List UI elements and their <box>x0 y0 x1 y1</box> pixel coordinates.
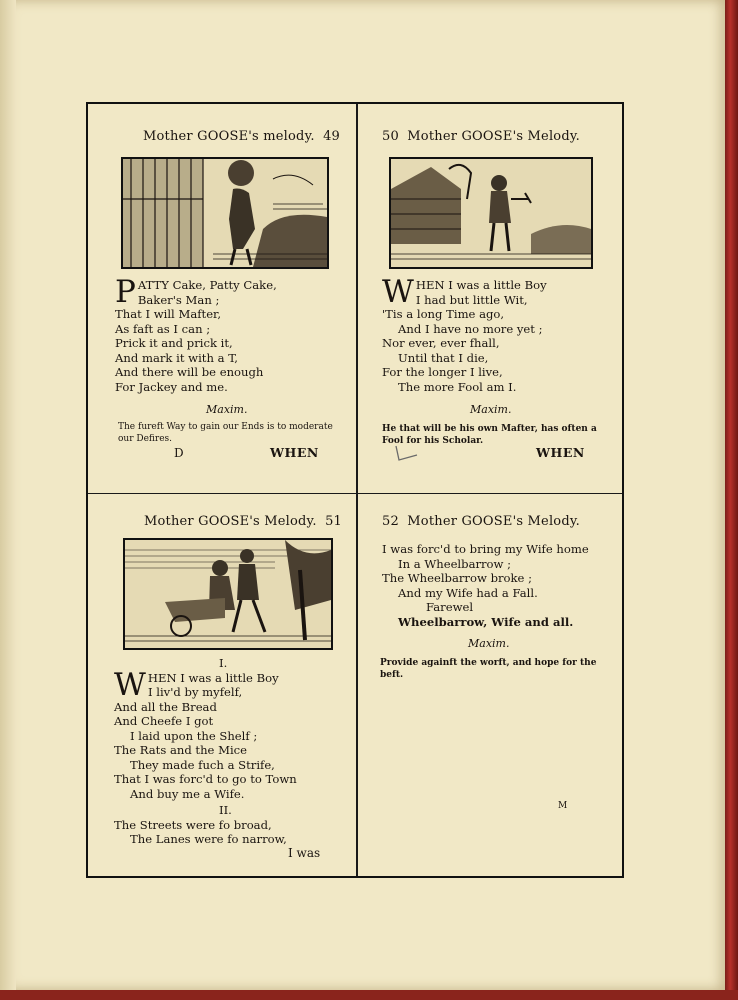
catchword: WHEN <box>270 445 319 460</box>
section-number: II. <box>219 803 232 817</box>
verse-line: The Rats and the Mice <box>114 743 248 757</box>
signature-mark: D <box>174 446 184 460</box>
verse-line: Wheelbarrow, Wife and all. <box>398 614 574 629</box>
maxim-text: The fureft Way to gain our Ends is to moderate our Defires. <box>118 422 333 444</box>
verse-wheelbarrow <box>114 656 297 847</box>
facsimile-frame <box>86 102 624 878</box>
catchword: WHEN <box>536 445 585 460</box>
running-head <box>144 514 342 529</box>
verse-line: Prick it and prick it, <box>115 336 233 350</box>
verse-line: They made fuch a Strife, <box>130 757 275 772</box>
verse-line: The Wheelbarrow broke ; <box>382 571 532 585</box>
verse-line: ATTY Cake, Patty Cake, <box>137 278 277 292</box>
catchword: M <box>558 801 568 811</box>
running-head <box>382 129 580 144</box>
panel-page-50 <box>358 104 624 493</box>
catchword: I was <box>288 846 321 860</box>
drop-cap-letter: W <box>114 666 146 703</box>
verse-line: And there will be enough <box>115 365 264 379</box>
verse-line: Baker's Man ; <box>137 292 220 307</box>
maxim-label: Maxim. <box>206 403 248 416</box>
maxim-text: Provide againft the worft, and hope for the beft. <box>380 658 597 680</box>
verse-line: The Streets were fo broad, <box>114 817 272 832</box>
woodcut-illustration-boy-with-axe <box>389 157 593 269</box>
verse-patty-cake <box>115 274 277 394</box>
maxim-label: Maxim. <box>470 403 512 416</box>
verse-line: That I was forc'd to go to Town <box>114 772 297 786</box>
woodcut-illustration-patty-cake <box>121 157 329 269</box>
page-gutter-shadow <box>0 0 16 990</box>
verse-line: For the longer I live, <box>382 365 503 379</box>
maxim-text: He that will be his own Mafter, has often a Fool for his Scholar. <box>382 424 597 446</box>
running-head-title: Mother GOOSE's melody. <box>143 129 315 144</box>
verse-line: The Lanes were fo narrow, <box>130 832 287 846</box>
verse-line: HEN I was a little Boy <box>147 670 279 685</box>
running-head-title: Mother GOOSE's Melody. <box>407 129 581 144</box>
verse-line: That I will Mafter, <box>115 307 222 321</box>
drop-cap-letter: P <box>115 274 136 310</box>
book-cover-edge <box>725 0 738 1000</box>
verse-when-i-was-a-little-boy <box>382 274 547 394</box>
verse-line: Nor ever, ever fhall, <box>382 336 500 350</box>
running-head <box>143 129 340 144</box>
page-number: 50 <box>382 129 399 144</box>
running-head <box>382 514 580 529</box>
panel-page-51 <box>88 494 356 878</box>
drop-cap-letter: W <box>382 274 414 310</box>
verse-line: I had but little Wit, <box>415 292 528 307</box>
verse-line: And mark it with a T, <box>115 350 238 365</box>
running-head-title: Mother GOOSE's Melody. <box>407 514 581 529</box>
verse-line: Until that I die, <box>398 350 489 365</box>
verse-line: I liv'd by myfelf, <box>148 685 243 699</box>
section-number: I. <box>219 656 228 670</box>
panel-page-52 <box>358 494 624 878</box>
verse-line: The more Fool am I. <box>398 379 517 394</box>
page-number: 52 <box>382 514 399 529</box>
verse-line: And buy me a Wife. <box>130 786 245 801</box>
panel-page-49 <box>88 104 356 493</box>
verse-line: For Jackey and me. <box>115 379 228 394</box>
page-number: 49 <box>323 129 341 144</box>
verse-line: I was forc'd to bring my Wife home <box>382 542 589 556</box>
verse-line: I laid upon the Shelf ; <box>130 728 258 743</box>
verse-line: As faft as I can ; <box>115 321 211 336</box>
verse-line: HEN I was a little Boy <box>415 278 547 292</box>
verse-line: And all the Bread <box>114 699 217 714</box>
book-cover-bottom-edge <box>0 990 738 1000</box>
verse-line: In a Wheelbarrow ; <box>398 556 512 571</box>
verse-line: 'Tis a long Time ago, <box>382 307 505 321</box>
maxim-label: Maxim. <box>468 637 510 650</box>
verse-wheelbarrow-continued <box>382 542 589 629</box>
verse-line: And my Wife had a Fall. <box>398 585 538 600</box>
woodcut-illustration-wheelbarrow <box>123 538 333 650</box>
page-number: 51 <box>325 514 343 529</box>
verse-line: And Cheefe I got <box>114 714 214 728</box>
verse-line: Farewel <box>426 600 474 614</box>
verse-line: And I have no more yet ; <box>398 321 543 336</box>
running-head-title: Mother GOOSE's Melody. <box>144 514 317 529</box>
